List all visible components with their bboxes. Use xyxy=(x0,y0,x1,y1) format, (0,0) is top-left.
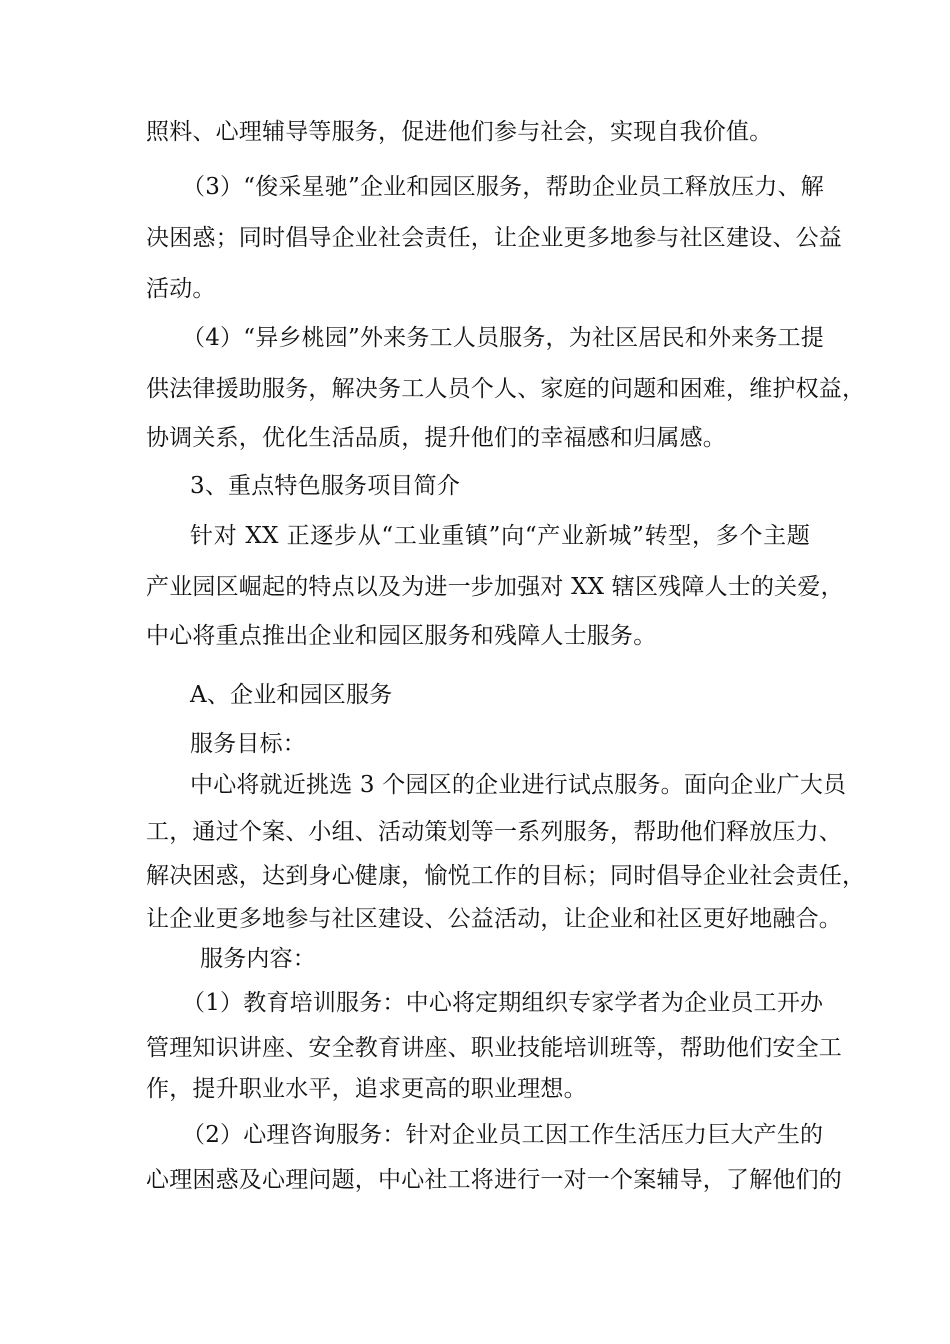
paragraph-line: 照料、心理辅导等服务，促进他们参与社会，实现自我价值。 xyxy=(146,119,773,145)
paragraph-line: 作，提升职业水平，追求更高的职业理想。 xyxy=(146,1076,587,1102)
paragraph-line: 产业园区崛起的特点以及为进一步加强对 XX 辖区残障人士的关爱， xyxy=(146,574,844,600)
paragraph-line: 中心将就近挑选 3 个园区的企业进行试点服务。面向企业广大员 xyxy=(190,772,847,798)
paragraph-line: （3）“俊采星驰”企业和园区服务，帮助企业员工释放压力、解 xyxy=(182,174,824,200)
paragraph-line: （2）心理咨询服务：针对企业员工因工作生活压力巨大产生的 xyxy=(182,1122,824,1148)
paragraph-line: 针对 XX 正逐步从“工业重镇”向“产业新城”转型，多个主题 xyxy=(190,523,810,549)
paragraph-line: （4）“异乡桃园”外来务工人员服务，为社区居民和外来务工提 xyxy=(182,325,824,351)
label-line: 服务内容： xyxy=(200,946,316,972)
paragraph-line: 心理困惑及心理问题，中心社工将进行一对一个案辅导，了解他们的 xyxy=(146,1167,842,1193)
label-line: 服务目标： xyxy=(190,731,306,757)
paragraph-line: 中心将重点推出企业和园区服务和残障人士服务。 xyxy=(146,623,657,649)
section-heading: 3、重点特色服务项目简介 xyxy=(190,473,461,499)
paragraph-line: 决困惑；同时倡导企业社会责任，让企业更多地参与社区建设、公益 xyxy=(146,225,842,251)
paragraph-line: 协调关系，优化生活品质，提升他们的幸福感和归属感。 xyxy=(146,425,726,451)
paragraph-line: 工，通过个案、小组、活动策划等一系列服务，帮助他们释放压力、 xyxy=(146,819,842,845)
paragraph-line: 让企业更多地参与社区建设、公益活动，让企业和社区更好地融合。 xyxy=(146,906,842,932)
paragraph-line: 管理知识讲座、安全教育讲座、职业技能培训班等，帮助他们安全工 xyxy=(146,1035,842,1061)
subsection-heading: A、企业和园区服务 xyxy=(190,682,393,708)
paragraph-line: 活动。 xyxy=(146,276,216,302)
paragraph-line: 解决困惑，达到身心健康，愉悦工作的目标；同时倡导企业社会责任， xyxy=(146,863,866,889)
paragraph-line: 供法律援助服务，解决务工人员个人、家庭的问题和困难，维护权益， xyxy=(146,376,866,402)
paragraph-line: （1）教育培训服务：中心将定期组织专家学者为企业员工开办 xyxy=(182,990,824,1016)
